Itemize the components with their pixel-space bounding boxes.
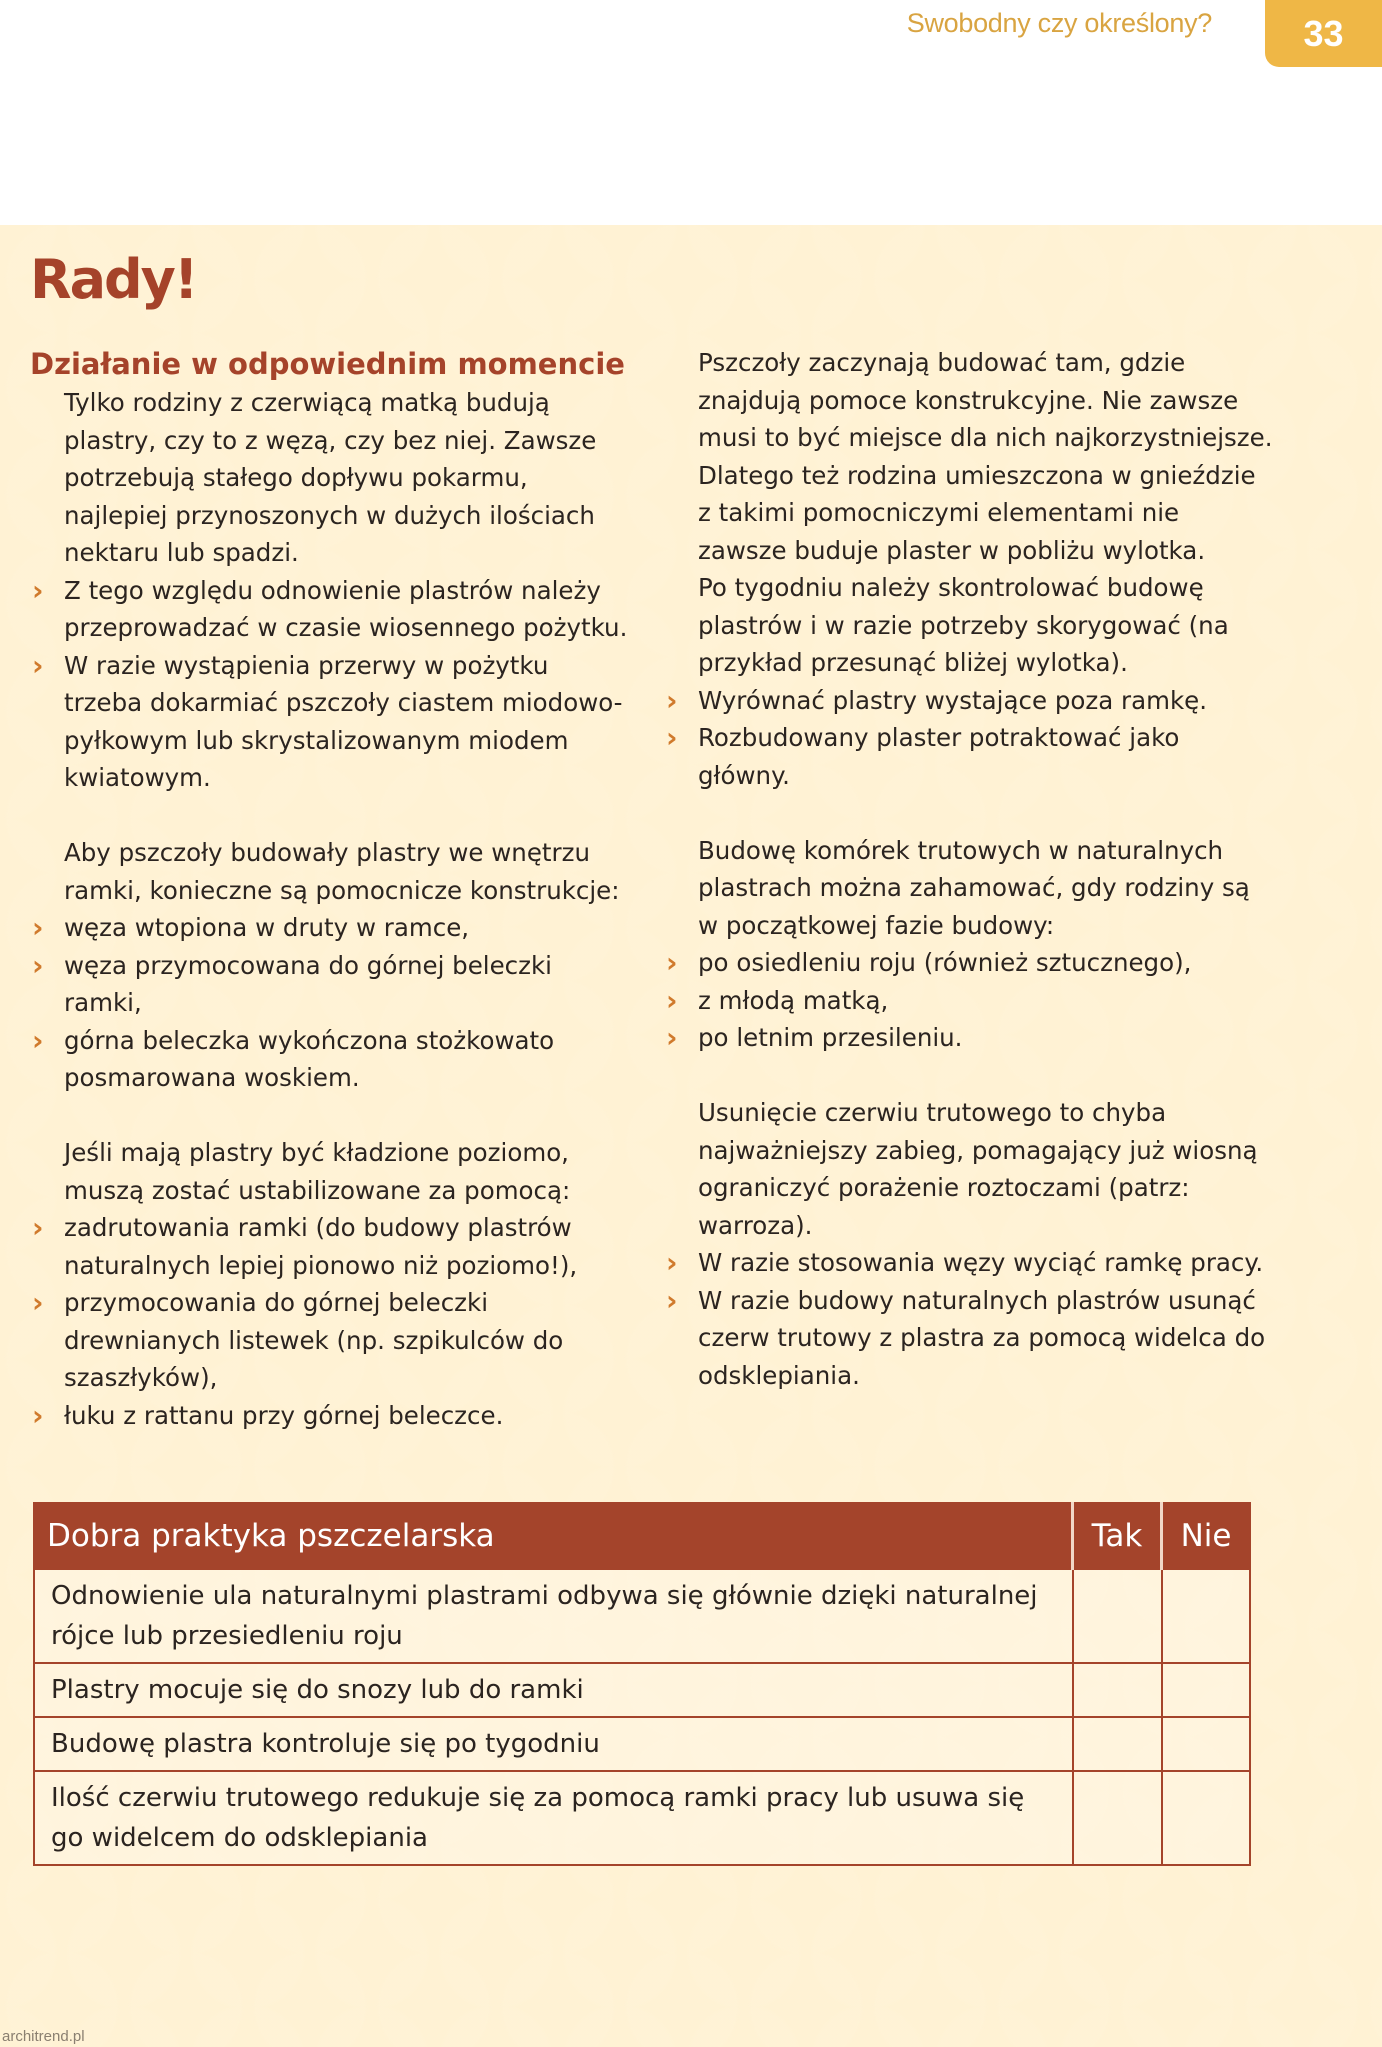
table-header: Dobra praktyka pszczelarska [34, 1503, 1073, 1569]
intro-paragraph: Tylko rodziny z czerwiącą matką budują plastry, czy to z węzą, czy bez niej. Zawsze potrzebują stałego dopływu pokarmu, najlepiej przynoszonych w dużych ilościach nektaru lub spadzi. [64, 388, 597, 567]
paragraph: Aby pszczoły budowały plastry we wnętrzu ramki, konieczne są pomocnicze konstrukcje: [64, 838, 620, 905]
list-item: › W razie stosowania węzy wyciąć ramkę pracy. [664, 1244, 1274, 1282]
paragraph: Jeśli mają plastry być kładzione poziomo, muszą zostać ustabilizowane za pomocą: [64, 1138, 571, 1205]
page-header [0, 0, 1382, 225]
watermark: architrend.pl [2, 2028, 85, 2045]
list-item: › węza wtopiona w druty w ramce, [30, 909, 630, 947]
list-item: › Z tego względu odnowienie plastrów należy przeprowadzać w czasie wiosennego pożytku. [30, 572, 630, 647]
table-row [34, 1569, 1250, 1663]
paragraph: Po tygodniu należy skontrolować budowę plastrów i w razie potrzeby skorygować (na przykład przesunąć bliżej wylotka). [698, 573, 1229, 677]
list-item: › Wyrównać plastry wystające poza ramkę. [664, 682, 1274, 720]
list-item: › Rozbudowany plaster potraktować jako główny. [664, 719, 1274, 794]
list-item: › W razie budowy naturalnych plastrów usunąć czerw trutowy z plastra za pomocą widelca do odsklepiania. [664, 1282, 1274, 1395]
section-subheading: Działanie w odpowiednim momencie [30, 347, 625, 381]
paragraph: Usunięcie czerwiu trutowego to chyba najważniejszy zabieg, pomagający już wiosną ograniczyć porażenie roztoczami (patrz: warroza). [698, 1098, 1258, 1240]
right-column [664, 344, 1274, 1394]
running-head: Swobodny czy określony? [906, 8, 1212, 38]
no-checkbox-cell[interactable] [1162, 1717, 1251, 1771]
yes-checkbox-cell[interactable] [1073, 1771, 1162, 1865]
list-item: › górna beleczka wykończona stożkowato posmarowana woskiem. [30, 1022, 630, 1097]
no-checkbox-cell[interactable] [1162, 1771, 1251, 1865]
no-checkbox-cell[interactable] [1162, 1569, 1251, 1663]
bullet-list [30, 572, 630, 797]
list-item: › zadrutowania ramki (do budowy plastrów naturalnych lepiej pionowo niż poziomo!), [30, 1209, 630, 1284]
list-item: › przymocowania do górnej beleczki drewnianych listewek (np. szpikulców do szaszłyków), [30, 1284, 630, 1397]
yes-checkbox-cell[interactable] [1073, 1663, 1162, 1717]
practice-checklist [33, 1502, 1251, 1866]
yes-checkbox-cell[interactable] [1073, 1717, 1162, 1771]
yes-checkbox-cell[interactable] [1073, 1569, 1162, 1663]
bullet-list [664, 944, 1274, 1057]
left-column [30, 344, 630, 1434]
list-item: › z młodą matką, [664, 982, 1274, 1020]
list-item: › po osiedleniu roju (również sztucznego), [664, 944, 1274, 982]
table-cell: Odnowienie ula naturalnymi plastrami odbywa się głównie dzięki naturalnej rójce lub przesiedleniu roju [34, 1569, 1073, 1663]
paragraph: Budowę komórek trutowych w naturalnych plastrach można zahamować, gdy rodziny są w początkowej fazie budowy: [698, 835, 1250, 940]
list-item: › W razie wystąpienia przerwy w pożytku trzeba dokarmiać pszczoły ciastem miodowo-pyłkowym lub skrystalizowanym miodem kwiatowym. [30, 647, 630, 797]
no-checkbox-cell[interactable] [1162, 1663, 1251, 1717]
list-item: › łuku z rattanu przy górnej beleczce. [30, 1397, 630, 1435]
table-cell: Budowę plastra kontroluje się po tygodniu [34, 1717, 1073, 1771]
table-cell: Ilość czerwiu trutowego redukuje się za pomocą ramki pracy lub usuwa się go widelcem do odsklepiania [34, 1771, 1073, 1865]
bullet-list [664, 682, 1274, 795]
bullet-list [664, 1244, 1274, 1394]
bullet-list [30, 1209, 630, 1434]
table-cell: Plastry mocuje się do snozy lub do ramki [34, 1663, 1073, 1717]
list-item: › po letnim przesileniu. [664, 1019, 1274, 1057]
page-number-tab: 33 [1265, 0, 1382, 67]
table-row [34, 1771, 1250, 1865]
yes-column-header: Tak [1073, 1503, 1162, 1569]
list-item: › węza przymocowana do górnej beleczki ramki, [30, 947, 630, 1022]
page-title: Rady! [30, 248, 197, 311]
table-row [34, 1717, 1250, 1771]
bullet-list [30, 909, 630, 1097]
no-column-header: Nie [1162, 1503, 1251, 1569]
paragraph: Pszczoły zaczynają budować tam, gdzie znajdują pomoce konstrukcyjne. Nie zawsze musi to być miejsce dla nich najkorzystniejsze. Dlatego też rodzina umieszczona w gnieździe z takimi pomocniczymi elementami nie zawsze buduje plaster w pobliżu wylotka. [698, 348, 1273, 565]
table-row [34, 1663, 1250, 1717]
